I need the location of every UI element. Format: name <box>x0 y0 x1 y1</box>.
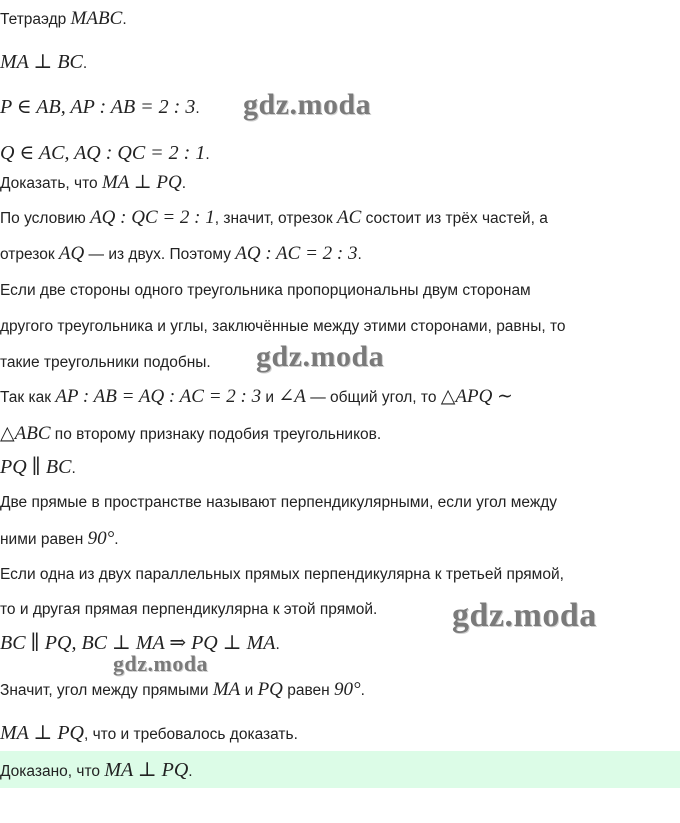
line-theorem-3: такие треугольники подобны. <box>0 354 211 371</box>
line-solution-2: отрезок AQ — из двух. Поэтому AQ : AC = 2 : 3. <box>0 243 362 264</box>
line-prove-statement: Доказать, что MA ⊥ PQ. <box>0 172 187 193</box>
line-definition-1: Две прямые в пространстве называют перпендикулярными, если угол между <box>0 494 558 511</box>
watermark-logo: gdz.moda <box>113 651 209 676</box>
line-qed: MA ⊥ PQ, что и требовалось доказать. <box>0 722 298 744</box>
line-given-point-p: P ∈ AB, AP : AB = 2 : 3. <box>0 96 200 118</box>
line-angle: Значит, угол между прямыми MA и PQ равен 90°. <box>0 679 365 700</box>
line-given-tetrahedron: Тетраэдр MABC. <box>0 8 127 29</box>
line-solution-1: По условию AQ : QC = 2 : 1, значит, отрезок AC состоит из трёх частей, а <box>0 207 548 228</box>
line-definition-2: ними равен 90°. <box>0 528 119 549</box>
line-proved: Доказано, что MA ⊥ PQ. <box>0 759 193 781</box>
line-similarity-1: Так как AP : AB = AQ : AC = 2 : 3 и ∠A — общий угол, то △APQ ∼ <box>0 386 513 407</box>
line-parallel: PQ ∥ BC. <box>0 456 76 478</box>
line-given-point-q: Q ∈ AC, AQ : QC = 2 : 1. <box>0 142 210 164</box>
line-property-1: Если одна из двух параллельных прямых перпендикулярна к третьей прямой, <box>0 566 564 583</box>
line-theorem-1: Если две стороны одного треугольника пропорциональны двум сторонам <box>0 282 531 299</box>
line-similarity-2: △ABC по второму признаку подобия треугольников. <box>0 423 382 444</box>
watermark-logo: gdz.moda <box>243 88 372 121</box>
line-given-perpendicular: MA ⊥ BC. <box>0 51 88 73</box>
watermark-logo: gdz.moda <box>452 597 597 634</box>
line-property-2: то и другая прямая перпендикулярна к этой прямой. <box>0 601 378 618</box>
line-implication: BC ∥ PQ, BC ⊥ MA ⇒ PQ ⊥ MA. <box>0 632 280 654</box>
watermark-logo: gdz.moda <box>256 340 385 373</box>
line-theorem-2: другого треугольника и углы, заключённые между этими сторонами, равны, то <box>0 318 566 335</box>
